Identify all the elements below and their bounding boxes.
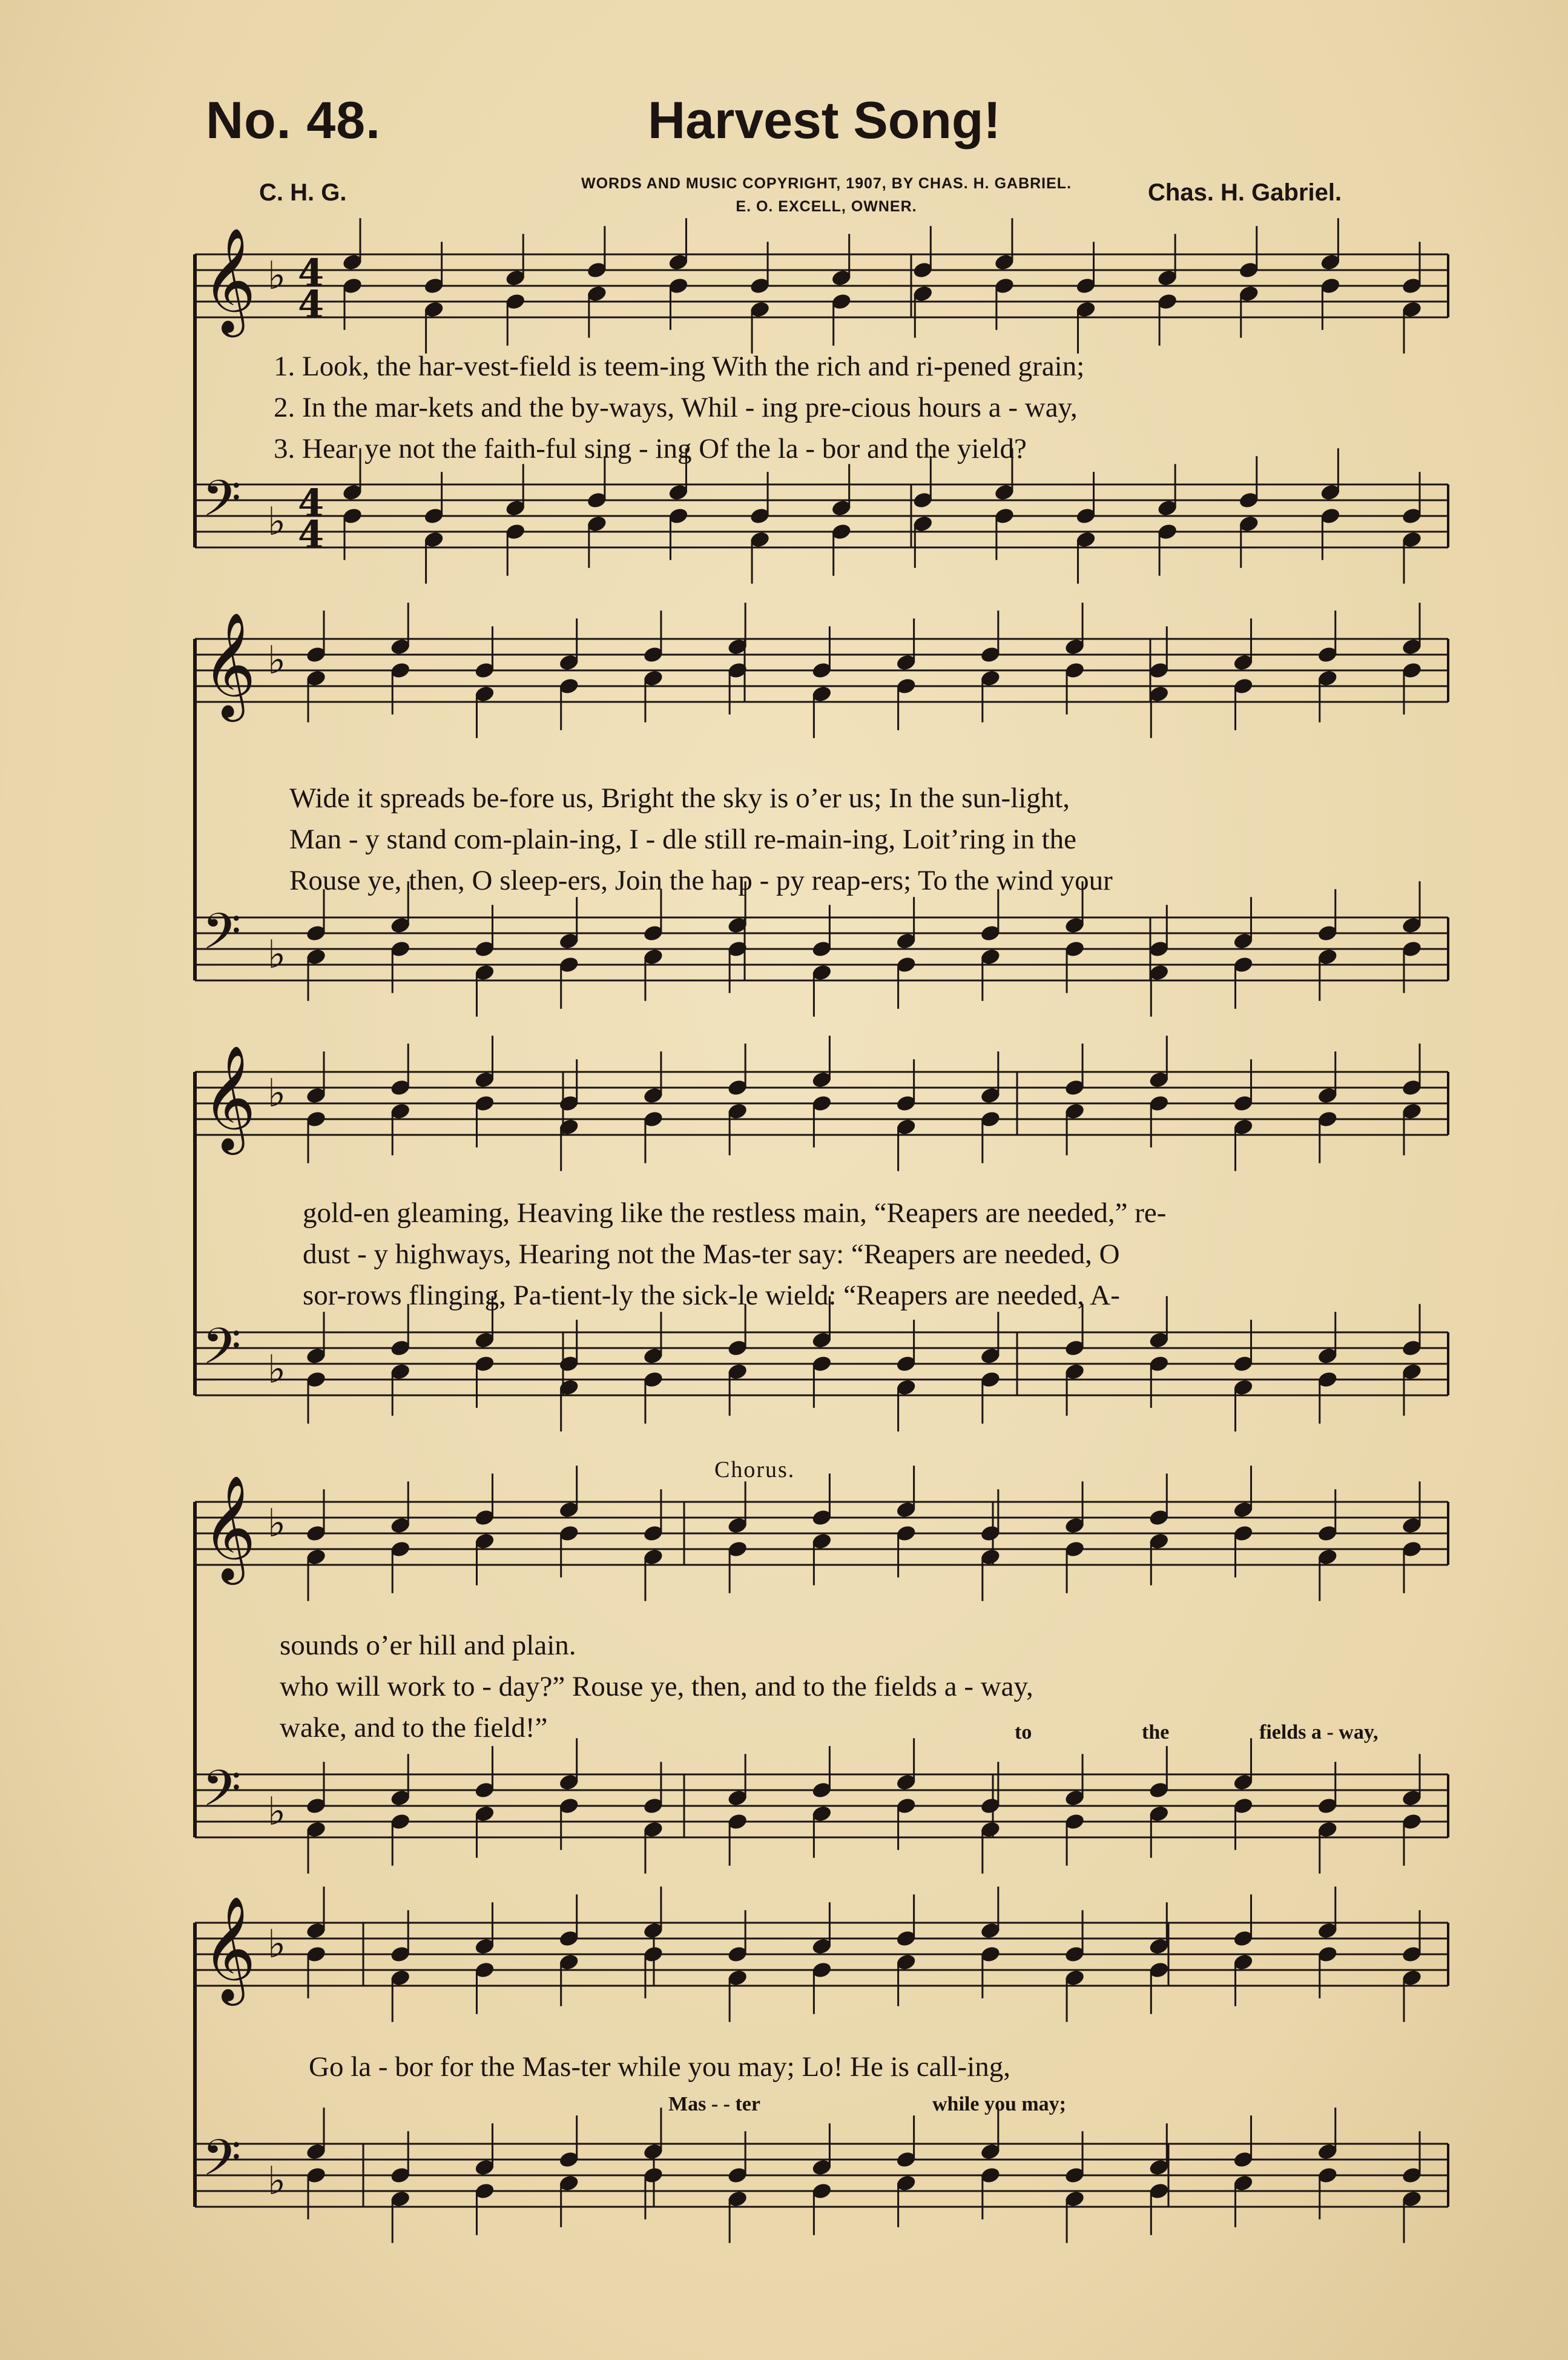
lyric-line: Go la - bor for the Mas-ter while you may; Lo! He is call-ing, [309, 2051, 1011, 2083]
lyric-line: sounds o’er hill and plain. [280, 1630, 576, 1661]
flat-icon: ♭ [268, 638, 286, 684]
lyric-line: Rouse ye, then, O sleep-ers, Join the hap - py reap-ers; To the wind your [289, 865, 1113, 896]
flat-icon: ♭ [268, 1347, 286, 1393]
hymn-title: Harvest Song! [648, 91, 1001, 150]
lyric-line: wake, and to the field!” [280, 1712, 548, 1744]
bass-clef-icon: 𝄢 [202, 902, 242, 973]
small-lyric: fields a - way, [1259, 1721, 1379, 1744]
flat-icon: ♭ [268, 1790, 286, 1835]
bass-clef-icon: 𝄢 [202, 1317, 242, 1388]
time-signature-top: 4 [298, 481, 324, 525]
lyric-line: dust - y highways, Hearing not the Mas-ter say: “Reapers are needed, O [303, 1238, 1120, 1270]
flat-icon: ♭ [268, 1071, 286, 1117]
lyricist: C. H. G. [259, 179, 347, 206]
flat-icon: ♭ [268, 500, 286, 545]
composer: Chas. H. Gabriel. [1148, 179, 1342, 206]
small-lyric: while you may; [932, 2093, 1066, 2115]
flat-icon: ♭ [268, 1922, 286, 1968]
flat-icon: ♭ [268, 1501, 286, 1547]
copyright-line-1: WORDS AND MUSIC COPYRIGHT, 1907, BY CHAS. H. GABRIEL. [581, 175, 1072, 192]
treble-clef-icon: 𝄞 [202, 227, 256, 333]
copyright-line-2: E. O. EXCELL, OWNER. [736, 198, 917, 215]
treble-clef-icon: 𝄞 [202, 612, 256, 718]
flat-icon: ♭ [268, 2159, 286, 2204]
treble-clef-icon: 𝄞 [202, 1045, 256, 1151]
flat-icon: ♭ [268, 933, 286, 978]
lyric-line: 1. Look, the har-vest-field is teem-ing With the rich and ri-pened grain; [274, 351, 1085, 382]
small-lyric: Mas - - ter [668, 2093, 760, 2115]
lyric-line: gold-en gleaming, Heaving like the restless main, “Reapers are needed,” re- [303, 1197, 1167, 1229]
time-signature-bottom: 4 [298, 512, 324, 557]
bass-clef-icon: 𝄢 [202, 2128, 242, 2200]
small-lyric: the [1142, 1721, 1170, 1744]
bass-clef-icon: 𝄢 [202, 1759, 242, 1830]
time-signature-top: 4 [298, 251, 324, 295]
hymn-number: No. 48. [206, 91, 381, 150]
small-lyric: to [1015, 1721, 1032, 1744]
lyric-line: who will work to - day?” Rouse ye, then, and to the fields a - way, [280, 1671, 1033, 1702]
lyric-line: sor-rows flinging, Pa-tient-ly the sick-le wield: “Reapers are needed, A- [303, 1280, 1120, 1311]
treble-clef-icon: 𝄞 [202, 1475, 256, 1581]
time-signature-bottom: 4 [298, 282, 324, 326]
treble-clef-icon: 𝄞 [202, 1896, 256, 2001]
flat-icon: ♭ [268, 254, 286, 299]
bass-clef-icon: 𝄢 [202, 469, 242, 540]
lyric-line: 3. Hear ye not the faith-ful sing - ing Of the la - bor and the yield? [274, 433, 1027, 464]
lyric-line: Man - y stand com-plain-ing, I - dle still re-main-ing, Loit’ring in the [289, 824, 1077, 855]
lyric-line: 2. In the mar-kets and the by-ways, Whil - ing pre-cious hours a - way, [274, 392, 1078, 423]
chorus-label: Chorus. [714, 1457, 796, 1482]
lyric-line: Wide it spreads be-fore us, Bright the sky is o’er us; In the sun-light, [289, 782, 1070, 814]
